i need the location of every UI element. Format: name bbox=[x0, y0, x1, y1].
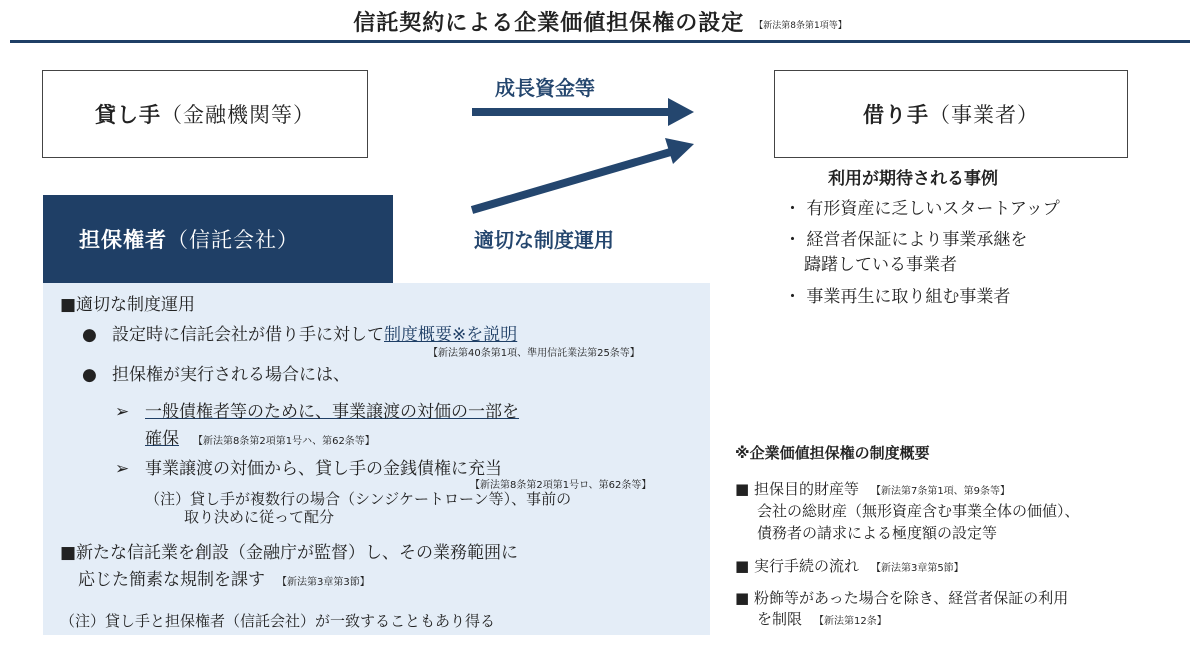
bullet-execution bbox=[82, 360, 350, 385]
bullet-explain-text: 設定時に信託会社が借り手に対して bbox=[112, 325, 384, 345]
title-ref: 【新法第8条第1項等】 bbox=[754, 21, 847, 31]
section-new-trust-business-1: ■新たな信託業を創設（金融庁が監督）し、その業務範囲に bbox=[60, 543, 519, 563]
sub-item-general-creditors bbox=[115, 397, 519, 422]
system-overview-link[interactable]: 制度概要※を説明 bbox=[384, 325, 518, 345]
overview-item-collateral-line2: 会社の総財産（無形資産含む事業全体の価値）、 bbox=[757, 502, 1080, 520]
overview-item-collateral-line3: 債務者の請求による極度額の設定等 bbox=[757, 524, 998, 542]
section-new-trust-business-text: 応じた簡素な規制を課す bbox=[78, 570, 265, 590]
funds-arrow bbox=[472, 98, 694, 126]
example-succession: ・ 経営者保証により事業承継を bbox=[784, 230, 1028, 250]
overview-item-collateral bbox=[735, 478, 1010, 499]
example-startup: ・ 有形資産に乏しいスタートアップ bbox=[784, 199, 1060, 219]
operation-arrow bbox=[472, 138, 694, 210]
overview-item-procedure-ref: 【新法第3章第5節】 bbox=[870, 563, 964, 574]
overview-item-guarantee-text: を制限 bbox=[757, 610, 803, 628]
overview-item-collateral-text: ■ 担保目的財産等 bbox=[735, 480, 859, 498]
sub-item-general-creditors-ref: 【新法第8条第2項第1号ハ、第62条等】 bbox=[193, 436, 375, 447]
note-syndicate-1: （注）貸し手が複数行の場合（シンジケートローン等）、事前の bbox=[145, 490, 572, 508]
section-new-trust-business-ref: 【新法第3章第3節】 bbox=[277, 577, 370, 588]
overview-item-procedure-text: ■ 実行手続の流れ bbox=[735, 557, 859, 575]
overview-item-guarantee: ■ 粉飾等があった場合を除き、経営者保証の利用 bbox=[735, 589, 1069, 607]
example-succession-cont: 躊躇している事業者 bbox=[804, 255, 957, 275]
funds-label: 成長資金等 bbox=[495, 76, 595, 100]
bullet-dot: ● bbox=[82, 365, 97, 385]
sub-item-monetary-claims-text: 事業譲渡の対価から、貸し手の金銭債権に充当 bbox=[145, 459, 502, 479]
overview-item-guarantee-cont bbox=[757, 608, 887, 629]
trustee-header bbox=[43, 195, 393, 283]
overview-item-procedure bbox=[735, 555, 964, 576]
examples-heading: 利用が期待される事例 bbox=[828, 169, 998, 189]
note-syndicate-2: 取り決めに従って配分 bbox=[184, 508, 335, 526]
overview-heading: ※企業価値担保権の制度概要 bbox=[735, 444, 930, 462]
section-operation: ■適切な制度運用 bbox=[60, 295, 196, 315]
sub-item-general-creditors-text2: 確保 bbox=[145, 429, 179, 449]
bullet-dot: ● bbox=[82, 325, 97, 345]
note-same-party: （注）貸し手と担保権者（信託会社）が一致することもあり得る bbox=[60, 612, 496, 630]
sub-item-general-creditors-cont bbox=[145, 424, 375, 449]
trustee-name: 担保権者 bbox=[79, 228, 167, 252]
overview-item-collateral-ref: 【新法第7条第1項、第9条等】 bbox=[870, 486, 1011, 497]
overview-item-guarantee-ref: 【新法第12条】 bbox=[814, 616, 887, 627]
sub-item-monetary-claims-ref: 【新法第8条第2項第1号ロ、第62条等】 bbox=[470, 480, 652, 491]
bullet-explain bbox=[82, 320, 517, 345]
sub-item-general-creditors-text: 一般債権者等のために、事業譲渡の対価の一部を bbox=[145, 402, 519, 422]
example-revitalization: ・ 事業再生に取り組む事業者 bbox=[784, 287, 1011, 307]
lender-sub: （金融機関等） bbox=[161, 103, 315, 127]
arrow-bullet-icon: ➢ bbox=[115, 459, 130, 479]
section-new-trust-business-2 bbox=[78, 565, 370, 590]
sub-item-monetary-claims bbox=[115, 454, 502, 479]
bullet-execution-text: 担保権が実行される場合には、 bbox=[112, 365, 350, 385]
arrow-bullet-icon: ➢ bbox=[115, 402, 130, 422]
lender-name: 貸し手 bbox=[95, 103, 161, 127]
borrower-sub: （事業者） bbox=[929, 103, 1039, 127]
trustee-sub: （信託会社） bbox=[167, 228, 299, 252]
operation-label: 適切な制度運用 bbox=[474, 228, 614, 252]
title-text: 信託契約による企業価値担保権の設定 bbox=[353, 11, 745, 36]
borrower-name: 借り手 bbox=[863, 103, 929, 127]
bullet-explain-ref: 【新法第40条第1項、準用信託業法第25条等】 bbox=[428, 348, 640, 359]
